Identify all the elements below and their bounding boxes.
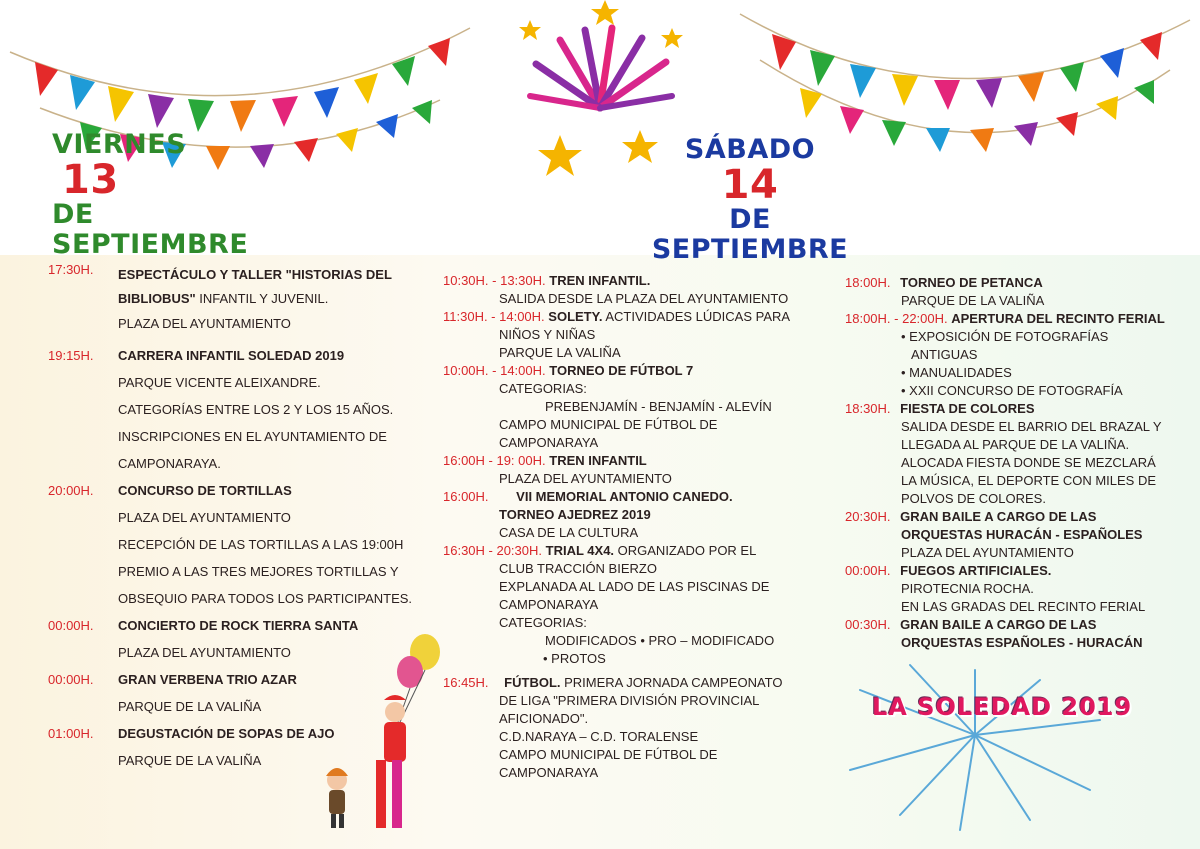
event-title: CARRERA INFANTIL SOLEDAD 2019 [118, 348, 345, 363]
event-title: FUEGOS ARTIFICIALES. [900, 563, 1052, 578]
event-title: TREN INFANTIL. [549, 273, 651, 288]
event-time: 16:45H. [443, 675, 489, 690]
event-time: 00:30H. [845, 617, 891, 632]
schedule-entry [48, 726, 418, 753]
event-detail: PREMIO A LAS TRES MEJORES TORTILLAS Y [118, 564, 399, 579]
event-time: 00:00H. [48, 618, 94, 633]
event-title: CONCIERTO DE ROCK TIERRA SANTA [118, 618, 359, 633]
bunting-right-icon [740, 14, 1190, 152]
event-title: TREN INFANTIL [549, 453, 647, 468]
event-detail: PREBENJAMÍN - BENJAMÍN - ALEVÍN [545, 399, 772, 414]
event-detail: PLAZA DEL AYUNTAMIENTO [118, 645, 291, 660]
friday-schedule [48, 262, 418, 780]
event-title: GRAN VERBENA TRIO AZAR [118, 672, 297, 687]
event-title-rest: ORGANIZADO POR EL [614, 543, 757, 558]
event-time: 10:00H. - 14:00H. [443, 363, 546, 378]
event-detail: POLVOS DE COLORES. [901, 491, 1046, 506]
event-bullet-continued: ANTIGUAS [911, 347, 978, 362]
event-detail: PLAZA DEL AYUNTAMIENTO [118, 510, 291, 525]
event-title-rest: PRIMERA JORNADA CAMPEONATO [560, 675, 783, 690]
event-detail: CATEGORIAS: [499, 615, 587, 630]
event-title-continued: BIBLIOBUS" [118, 291, 196, 306]
event-time: 20:30H. [845, 509, 891, 524]
schedule-entry [48, 618, 418, 645]
friday-month: DE SEPTIEMBRE [52, 199, 249, 260]
saturday-header [640, 135, 860, 265]
festival-logo: LA SOLEDAD 2019 [872, 693, 1133, 721]
event-bullet: • EXPOSICIÓN DE FOTOGRAFÍAS [845, 328, 1185, 346]
event-detail: NIÑOS Y NIÑAS [499, 327, 596, 342]
event-title: TORNEO DE FÚTBOL 7 [549, 363, 694, 378]
event-detail: SALIDA DESDE EL BARRIO DEL BRAZAL Y [901, 419, 1162, 434]
event-time: 10:30H. - 13:30H. [443, 273, 546, 288]
event-time: 16:00H - 19: 00H. [443, 453, 546, 468]
event-title-continued: ORQUESTAS ESPAÑOLES - HURACÁN [901, 635, 1143, 650]
event-detail: SALIDA DESDE LA PLAZA DEL AYUNTAMIENTO [499, 291, 789, 306]
event-title: FIESTA DE COLORES [900, 401, 1035, 416]
event-detail: CASA DE LA CULTURA [499, 525, 639, 540]
event-detail: RECEPCIÓN DE LAS TORTILLAS A LAS 19:00H [118, 537, 404, 552]
event-title: TORNEO DE PETANCA [900, 275, 1043, 290]
friday-day-number: 13 [62, 157, 119, 203]
schedule-entry [48, 672, 418, 699]
event-detail: CAMPO MUNICIPAL DE FÚTBOL DE [499, 417, 718, 432]
burst-icon [850, 665, 1100, 830]
event-detail: AFICIONADO". [499, 711, 589, 726]
schedule-entry-continued [48, 289, 418, 316]
event-detail: PARQUE DE LA VALIÑA [901, 293, 1045, 308]
event-title: SOLETY. [548, 309, 603, 324]
saturday-day-number: 14 [721, 162, 779, 208]
event-detail: LLEGADA AL PARQUE DE LA VALIÑA. [901, 437, 1130, 452]
event-detail: CAMPONARAYA. [118, 456, 221, 471]
event-title-rest: INFANTIL Y JUVENIL. [195, 291, 329, 306]
event-detail: CAMPO MUNICIPAL DE FÚTBOL DE [499, 747, 718, 762]
event-detail: INSCRIPCIONES EN EL AYUNTAMIENTO DE [118, 429, 387, 444]
schedule-entry [48, 483, 418, 510]
event-detail: OBSEQUIO PARA TODOS LOS PARTICIPANTES. [118, 591, 413, 606]
event-detail: EN LAS GRADAS DEL RECINTO FERIAL [901, 599, 1146, 614]
event-title: DEGUSTACIÓN DE SOPAS DE AJO [118, 726, 335, 741]
event-detail: LA MÚSICA, EL DEPORTE CON MILES DE [901, 473, 1157, 488]
event-detail: PARQUE VICENTE ALEIXANDRE. [118, 375, 321, 390]
event-detail: PARQUE DE LA VALIÑA [118, 699, 262, 714]
event-time: 00:00H. [845, 563, 891, 578]
event-detail: CLUB TRACCIÓN BIERZO [499, 561, 657, 576]
event-time: 18:00H. - 22:00H. [845, 311, 948, 326]
event-detail: CAMPONARAYA [499, 765, 599, 780]
event-detail: PIROTECNIA ROCHA. [901, 581, 1034, 596]
event-detail: PLAZA DEL AYUNTAMIENTO [118, 316, 291, 331]
event-detail: PLAZA DEL AYUNTAMIENTO [499, 471, 672, 486]
event-time: 17:30H. [48, 262, 94, 277]
schedule-entry [48, 348, 418, 375]
event-title: GRAN BAILE A CARGO DE LAS [900, 509, 1097, 524]
event-time: 20:00H. [48, 483, 94, 498]
event-detail: CATEGORIAS: [499, 381, 587, 396]
saturday-month: DE SEPTIEMBRE [651, 204, 849, 265]
event-title: ESPECTÁCULO Y TALLER "HISTORIAS DEL [118, 267, 392, 282]
event-time: 16:30H - 20:30H. [443, 543, 543, 558]
friday-header [52, 130, 252, 260]
event-detail: CATEGORÍAS ENTRE LOS 2 Y LOS 15 AÑOS. [118, 402, 394, 417]
event-time: 11:30H. - 14:00H. [443, 309, 545, 324]
event-detail: ALOCADA FIESTA DONDE SE MEZCLARÁ [901, 455, 1156, 470]
event-detail: CAMPONARAYA [499, 435, 599, 450]
event-bullet: • XXII CONCURSO DE FOTOGRAFÍA [845, 382, 1185, 400]
event-title-continued: TORNEO AJEDREZ 2019 [499, 507, 651, 522]
schedule-entry [48, 262, 418, 289]
saturday-day-name: SÁBADO [684, 134, 816, 165]
event-time: 00:00H. [48, 672, 94, 687]
event-time: 19:15H. [48, 348, 94, 363]
event-detail: PARQUE DE LA VALIÑA [118, 753, 262, 768]
event-detail: MODIFICADOS • PRO – MODIFICADO [545, 633, 775, 648]
event-time: 18:00H. [845, 275, 891, 290]
event-detail: EXPLANADA AL LADO DE LAS PISCINAS DE [499, 579, 770, 594]
event-bullet: • MANUALIDADES [845, 364, 1185, 382]
friday-day-name: VIERNES [52, 129, 187, 160]
event-detail: CAMPONARAYA [499, 597, 599, 612]
event-detail: PARQUE LA VALIÑA [499, 345, 621, 360]
event-detail: C.D.NARAYA – C.D. TORALENSE [499, 729, 699, 744]
event-detail: • PROTOS [543, 651, 606, 666]
event-detail: DE LIGA "PRIMERA DIVISIÓN PROVINCIAL [499, 693, 760, 708]
event-title: TRIAL 4X4. [545, 543, 615, 558]
event-title: GRAN BAILE A CARGO DE LAS [900, 617, 1097, 632]
event-time: 16:00H. [443, 489, 489, 504]
event-time: 18:30H. [845, 401, 891, 416]
event-title: APERTURA DEL RECINTO FERIAL [951, 311, 1165, 326]
event-title: CONCURSO DE TORTILLAS [118, 483, 292, 498]
event-title: VII MEMORIAL ANTONIO CANEDO. [516, 489, 733, 504]
event-title-rest: ACTIVIDADES LÚDICAS PARA [602, 309, 791, 324]
event-title-continued: ORQUESTAS HURACÁN - ESPAÑOLES [901, 527, 1143, 542]
event-title: FÚTBOL. [504, 675, 561, 690]
event-detail: PLAZA DEL AYUNTAMIENTO [901, 545, 1074, 560]
event-time: 01:00H. [48, 726, 94, 741]
saturday-schedule-left [443, 272, 791, 782]
saturday-schedule-right [845, 274, 1185, 652]
